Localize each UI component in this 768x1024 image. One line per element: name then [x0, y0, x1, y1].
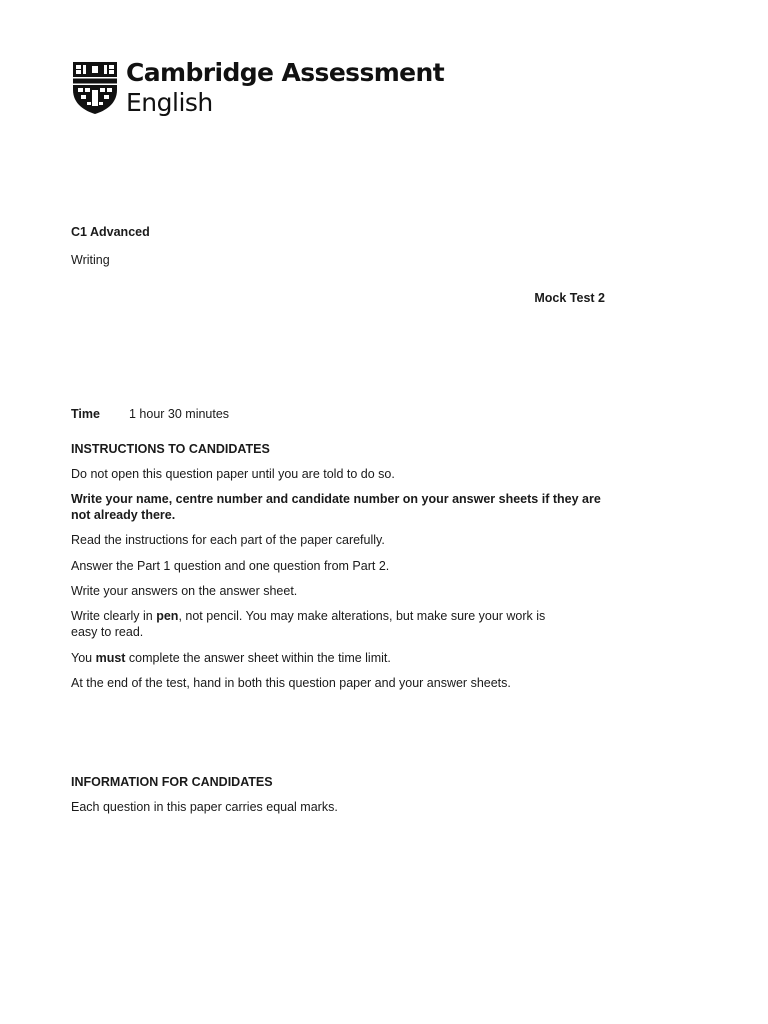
information-item: Each question in this paper carries equal marks. — [71, 800, 338, 814]
emphasis-text: must — [95, 651, 126, 665]
cambridge-logo — [71, 60, 444, 118]
logo-line-2: English — [126, 88, 213, 117]
cambridge-shield-icon — [71, 60, 119, 116]
instruction-item: Write your name, centre number and candidate number on your answer sheets if they are not already there. — [71, 492, 601, 522]
instruction-item: Answer the Part 1 question and one question from Part 2. — [71, 559, 390, 573]
emphasis-text: pen — [156, 609, 179, 623]
instruction-text: complete the answer sheet within the time limit. — [125, 651, 391, 665]
instruction-text: You — [71, 651, 96, 665]
instruction-text: Write clearly in — [71, 609, 157, 623]
instruction-item — [71, 650, 601, 666]
exam-paper: Writing — [71, 253, 110, 267]
instruction-item: Do not open this question paper until you are told to do so. — [71, 467, 395, 481]
time-label: Time — [71, 407, 100, 421]
instruction-text: , not pencil. You may make alterations, but make sure your work is easy to read. — [71, 609, 546, 639]
time-value: 1 hour 30 minutes — [129, 407, 230, 421]
logo-wordmark — [126, 58, 444, 118]
exam-level: C1 Advanced — [71, 225, 150, 239]
instructions-heading: INSTRUCTIONS TO CANDIDATES — [71, 442, 270, 456]
instruction-item: Write your answers on the answer sheet. — [71, 584, 298, 598]
instruction-item: At the end of the test, hand in both this question paper and your answer sheets. — [71, 676, 511, 690]
test-name: Mock Test 2 — [534, 291, 605, 305]
information-heading: INFORMATION FOR CANDIDATES — [71, 775, 273, 789]
logo-line-1: Cambridge Assessment — [126, 58, 445, 87]
instruction-item — [71, 608, 571, 640]
instruction-item: Read the instructions for each part of the paper carefully. — [71, 533, 385, 547]
